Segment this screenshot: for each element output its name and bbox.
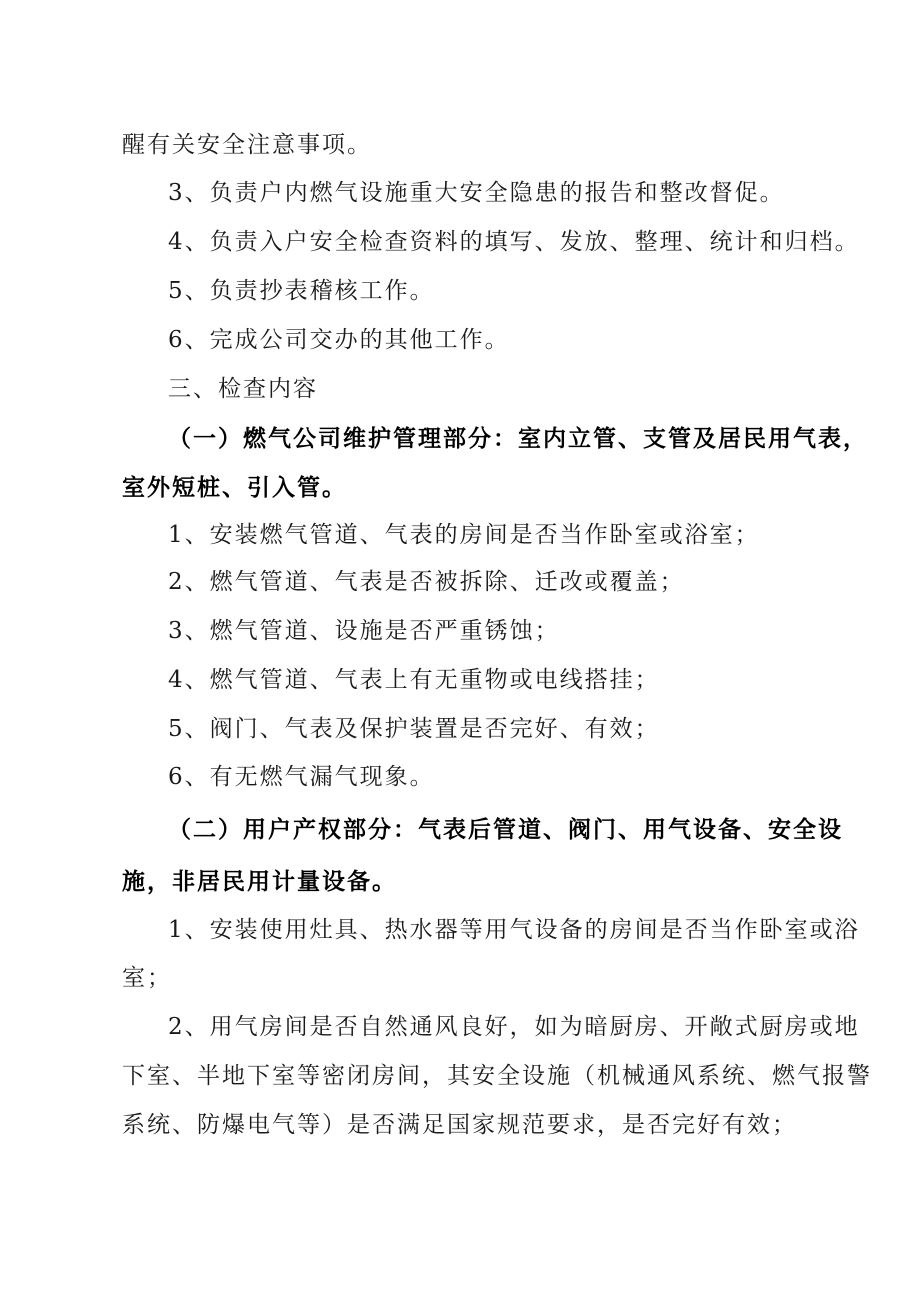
duty-item-3: 3、负责户内燃气设施重大安全隐患的报告和整改督促。 — [168, 180, 785, 206]
check-item-2-1-line-1: 1、安装使用灶具、热水器等用气设备的房间是否当作卧室或浴 — [168, 917, 860, 943]
subsection-heading-1-line-1: （一）燃气公司维护管理部分：室内立管、支管及居民用气表， — [168, 425, 868, 452]
check-item-1-6: 6、有无燃气漏气现象。 — [168, 764, 435, 790]
check-item-2-2-line-3: 系统、防爆电气等）是否满足国家规范要求，是否完好有效； — [122, 1112, 797, 1138]
subsection-heading-2-line-1: （二）用户产权部分：气表后管道、阀门、用气设备、安全设 — [168, 816, 843, 843]
duty-item-4: 4、负责入户安全检查资料的填写、发放、整理、统计和归档。 — [168, 229, 860, 255]
duty-item-5: 5、负责抄表稽核工作。 — [168, 278, 435, 304]
duty-item-6: 6、完成公司交办的其他工作。 — [168, 327, 510, 353]
subsection-heading-1-line-2: 室外短桩、引入管。 — [122, 474, 347, 501]
check-item-1-3: 3、燃气管道、设施是否严重锈蚀； — [168, 618, 560, 644]
paragraph-continuation: 醒有关安全注意事项。 — [122, 132, 372, 158]
section-heading-3: 三、检查内容 — [168, 376, 318, 402]
check-item-1-2: 2、燃气管道、气表是否被拆除、迁改或覆盖； — [168, 569, 685, 595]
subsection-heading-2-line-2: 施，非居民用计量设备。 — [122, 868, 397, 895]
check-item-1-1: 1、安装燃气管道、气表的房间是否当作卧室或浴室； — [168, 522, 760, 548]
check-item-1-4: 4、燃气管道、气表上有无重物或电线搭挂； — [168, 667, 660, 693]
check-item-2-2-line-1: 2、用气房间是否自然通风良好，如为暗厨房、开敞式厨房或地 — [168, 1014, 860, 1040]
check-item-2-1-line-2: 室； — [122, 965, 172, 991]
check-item-1-5: 5、阀门、气表及保护装置是否完好、有效； — [168, 716, 660, 742]
check-item-2-2-line-2: 下室、半地下室等密闭房间，其安全设施（机械通风系统、燃气报警 — [122, 1063, 872, 1089]
